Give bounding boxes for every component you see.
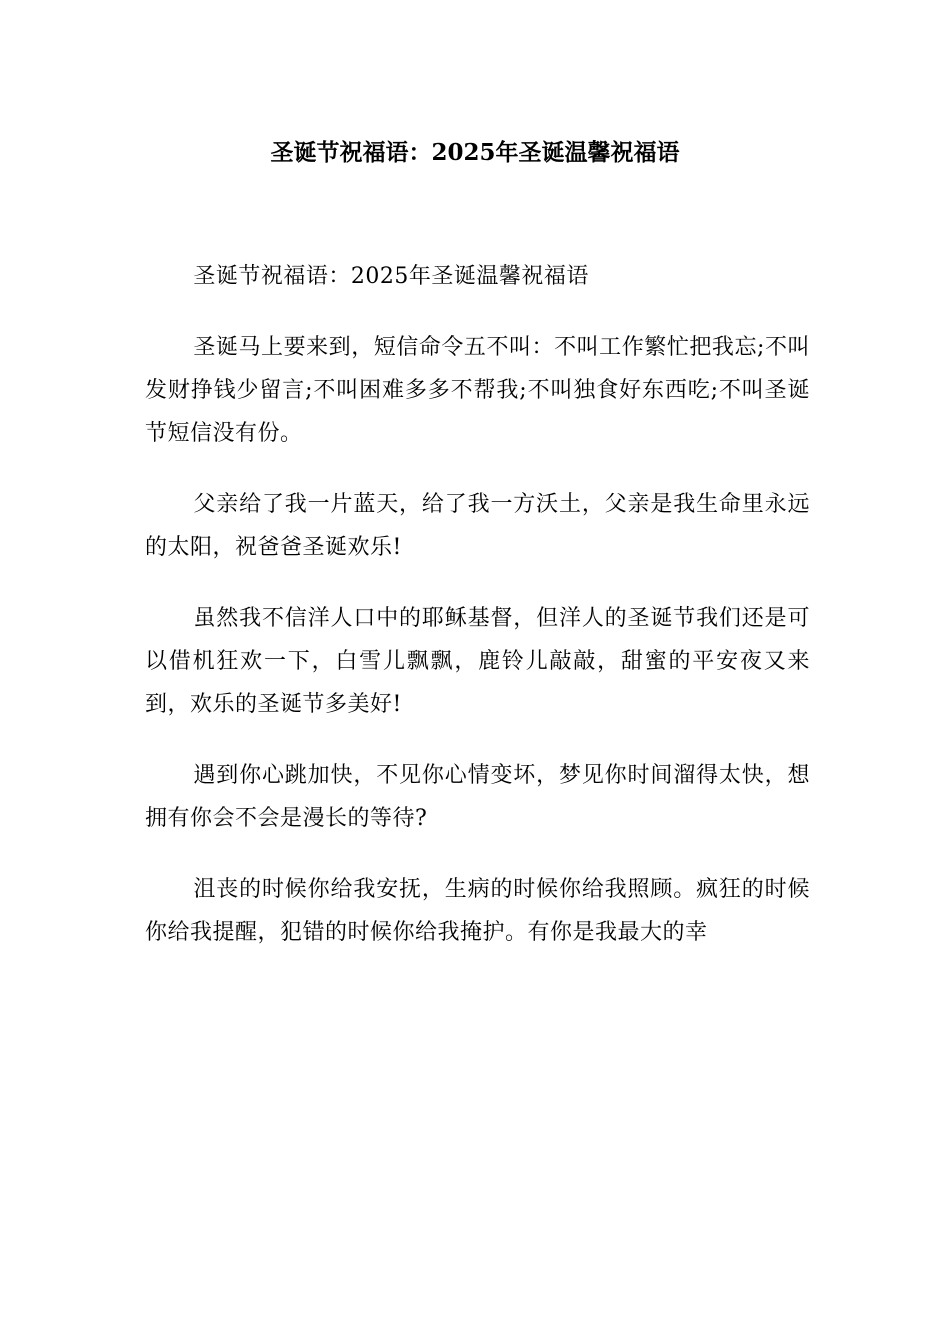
document-title: 圣诞节祝福语：2025年圣诞温馨祝福语 [270, 139, 680, 166]
paragraph-christmas-carnival: 虽然我不信洋人口中的耶稣基督，但洋人的圣诞节我们还是可以借机狂欢一下，白雪儿飘飘，鹿铃儿敲敲，甜蜜的平安夜又来到，欢乐的圣诞节多美好! [145, 606, 810, 717]
paragraph-sms-five-dont: 圣诞马上要来到，短信命令五不叫：不叫工作繁忙把我忘;不叫发财挣钱少留言;不叫困难多多不帮我;不叫独食好东西吃;不叫圣诞节短信没有份。 [145, 335, 810, 446]
paragraph-comfort: 沮丧的时候你给我安抚，生病的时候你给我照顾。疯狂的时候你给我提醒，犯错的时候你给我掩护。有你是我最大的幸 [145, 877, 810, 945]
paragraph-heading-repeat: 圣诞节祝福语：2025年圣诞温馨祝福语 [193, 264, 589, 289]
paragraph-heartbeat: 遇到你心跳加快，不见你心情变坏，梦见你时间溜得太快，想拥有你会不会是漫长的等待? [145, 763, 810, 831]
document-body [145, 255, 810, 982]
paragraph-father: 父亲给了我一片蓝天，给了我一方沃土，父亲是我生命里永远的太阳，祝爸爸圣诞欢乐! [145, 492, 810, 560]
